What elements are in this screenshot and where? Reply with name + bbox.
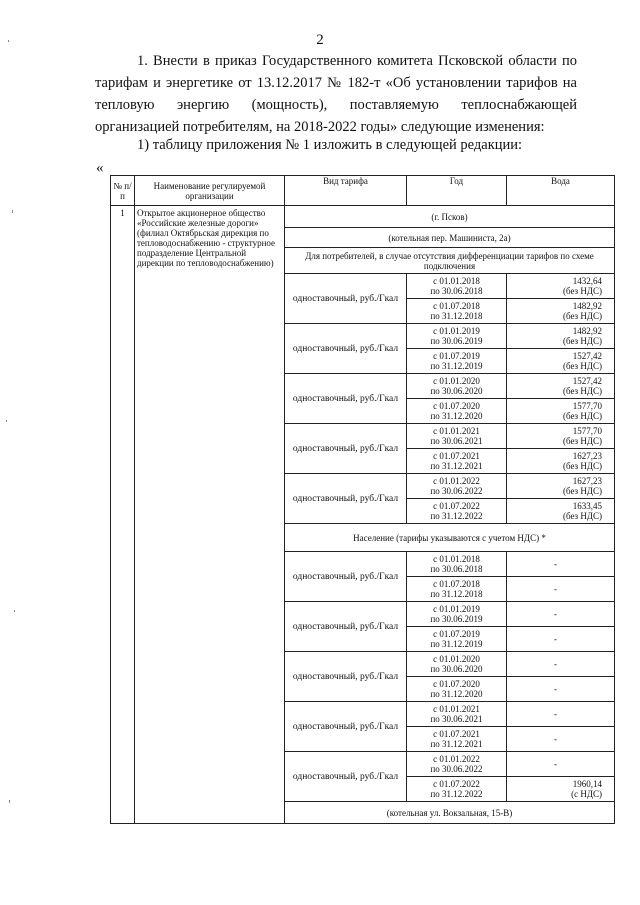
water-value-cell [507,602,615,627]
period-from: с 01.01.2021 [433,426,480,436]
table-header-row [111,176,615,206]
period-from: с 01.07.2022 [433,779,480,789]
period-cell [407,727,507,752]
period-to: по 30.06.2018 [430,564,483,574]
tariff-type-cell: одноставочный, руб./Гкал [285,652,407,702]
tariff-value: - [554,709,557,719]
vat-note: (без НДС) [562,336,602,346]
open-quote: « [96,160,104,176]
period-to: по 31.12.2019 [430,639,483,649]
vat-note: (без НДС) [562,411,602,421]
tariff-value: 1432,64 [572,276,602,286]
tariff-value: 1627,23 [572,476,602,486]
period-cell [407,577,507,602]
period-from: с 01.07.2018 [433,579,480,589]
tariff-value: - [554,559,557,569]
city-label-row [111,206,615,228]
water-value-cell [507,399,615,424]
tariff-type-cell: одноставочный, руб./Гкал [285,274,407,324]
period-cell [407,449,507,474]
water-value-cell [507,449,615,474]
period-to: по 30.06.2022 [430,764,483,774]
water-value-cell [507,777,615,802]
tariff-value: 1633,45 [572,501,602,511]
header-tariff: Вид тарифа [285,176,407,206]
tariff-value: 1527,42 [572,351,602,361]
tariff-type-cell: одноставочный, руб./Гкал [285,702,407,752]
vat-note: (без НДС) [562,461,602,471]
period-from: с 01.07.2018 [433,301,480,311]
period-cell [407,677,507,702]
water-value-cell [507,677,615,702]
tariff-value: - [554,759,557,769]
tariff-value: 1577,70 [572,426,602,436]
tariff-value: 1577,70 [572,401,602,411]
period-cell [407,324,507,349]
water-value-cell [507,474,615,499]
water-value-cell [507,702,615,727]
period-cell [407,752,507,777]
water-value-cell [507,349,615,374]
vat-note: (без НДС) [562,311,602,321]
period-to: по 31.12.2022 [430,511,483,521]
period-cell [407,399,507,424]
period-to: по 30.06.2019 [430,336,483,346]
tariff-value: 1627,23 [572,451,602,461]
period-from: с 01.07.2021 [433,729,480,739]
tariff-value: - [554,659,557,669]
period-to: по 30.06.2019 [430,614,483,624]
tariff-value: - [554,634,557,644]
paragraph-table-intro: 1) таблицу приложения № 1 изложить в следующей редакции: [137,137,523,153]
tariff-value: - [554,684,557,694]
paragraph-amendment: 1. Внести в приказ Государственного комитета Псковской области по тарифам и энергетике от 13.12.2017 № 182-т «Об установлении тарифов на тепловую энергию (мощность), поставляемую теплоснабжающей организацией потребителям, на 2018-2022 годы» следующие изменения: [95,53,577,135]
tariff-value: - [554,584,557,594]
tariff-type-cell: одноставочный, руб./Гкал [285,552,407,602]
period-from: с 01.01.2018 [433,554,480,564]
period-cell [407,652,507,677]
period-to: по 31.12.2021 [430,739,483,749]
section-consumers: Для потребителей, в случае отсутствия дифференциации тарифов по схеме подключения [285,248,615,274]
tariff-table [110,175,615,824]
tariff-type-cell: одноставочный, руб./Гкал [285,374,407,424]
period-cell [407,374,507,399]
tariff-value: 1482,92 [572,326,602,336]
header-year: Год [407,176,507,206]
period-from: с 01.07.2019 [433,629,480,639]
header-num: № п/п [111,176,135,206]
water-value-cell [507,577,615,602]
vat-note: (без НДС) [562,511,602,521]
period-cell [407,349,507,374]
page-number: 2 [316,32,324,48]
vat-note: (с НДС) [571,789,602,799]
period-cell [407,499,507,524]
period-to: по 31.12.2022 [430,789,483,799]
water-value-cell [507,299,615,324]
tariff-type-cell: одноставочный, руб./Гкал [285,324,407,374]
period-cell [407,552,507,577]
period-to: по 31.12.2019 [430,361,483,371]
tariff-value: 1482,92 [572,301,602,311]
header-org: Наименование регулируемой организации [135,176,285,206]
header-water: Вода [507,176,615,206]
tariff-type-cell: одноставочный, руб./Гкал [285,602,407,652]
tariff-value: - [554,609,557,619]
period-from: с 01.01.2020 [433,654,480,664]
boiler-label-2: (котельная ул. Вокзальная, 15-В) [285,802,615,824]
vat-note: (без НДС) [562,486,602,496]
period-to: по 30.06.2018 [430,286,483,296]
period-cell [407,474,507,499]
water-value-cell [507,274,615,299]
tariff-type-cell: одноставочный, руб./Гкал [285,752,407,802]
vat-note: (без НДС) [562,286,602,296]
period-to: по 30.06.2020 [430,386,483,396]
period-to: по 30.06.2022 [430,486,483,496]
period-cell [407,299,507,324]
period-from: с 01.01.2021 [433,704,480,714]
water-value-cell [507,627,615,652]
water-value-cell [507,652,615,677]
period-from: с 01.01.2022 [433,754,480,764]
period-from: с 01.01.2019 [433,604,480,614]
vat-note: (без НДС) [562,386,602,396]
period-to: по 31.12.2020 [430,411,483,421]
period-from: с 01.01.2022 [433,476,480,486]
period-to: по 30.06.2021 [430,436,483,446]
tariff-value: 1527,42 [572,376,602,386]
period-to: по 31.12.2021 [430,461,483,471]
water-value-cell [507,424,615,449]
period-cell [407,602,507,627]
section-population: Население (тарифы указываются с учетом НДС) * [285,524,615,552]
water-value-cell [507,374,615,399]
tariff-value: 1960,14 [572,779,602,789]
organization-name: Открытое акционерное общество «Российские железные дороги» (филиал Октябрьская дирекция по тепловодоснабжению - структурное подразделение Центральной дирекции по тепловодоснабжению) [135,206,285,824]
water-value-cell [507,552,615,577]
period-from: с 01.07.2021 [433,451,480,461]
tariff-type-cell: одноставочный, руб./Гкал [285,424,407,474]
period-cell [407,274,507,299]
period-from: с 01.07.2019 [433,351,480,361]
vat-note: (без НДС) [562,361,602,371]
row-number: 1 [111,206,135,824]
period-from: с 01.07.2020 [433,401,480,411]
period-to: по 31.12.2018 [430,311,483,321]
period-to: по 30.06.2021 [430,714,483,724]
vat-note: (без НДС) [562,436,602,446]
period-from: с 01.07.2022 [433,501,480,511]
period-to: по 31.12.2020 [430,689,483,699]
water-value-cell [507,324,615,349]
period-from: с 01.01.2020 [433,376,480,386]
period-from: с 01.01.2018 [433,276,480,286]
water-value-cell [507,752,615,777]
period-cell [407,424,507,449]
water-value-cell [507,499,615,524]
period-cell [407,777,507,802]
city-label: (г. Псков) [285,206,615,228]
period-from: с 01.07.2020 [433,679,480,689]
water-value-cell [507,727,615,752]
tariff-type-cell: одноставочный, руб./Гкал [285,474,407,524]
period-to: по 31.12.2018 [430,589,483,599]
boiler-label-1: (котельная пер. Машиниста, 2а) [285,228,615,248]
period-cell [407,627,507,652]
period-from: с 01.01.2019 [433,326,480,336]
tariff-value: - [554,734,557,744]
period-cell [407,702,507,727]
period-to: по 30.06.2020 [430,664,483,674]
